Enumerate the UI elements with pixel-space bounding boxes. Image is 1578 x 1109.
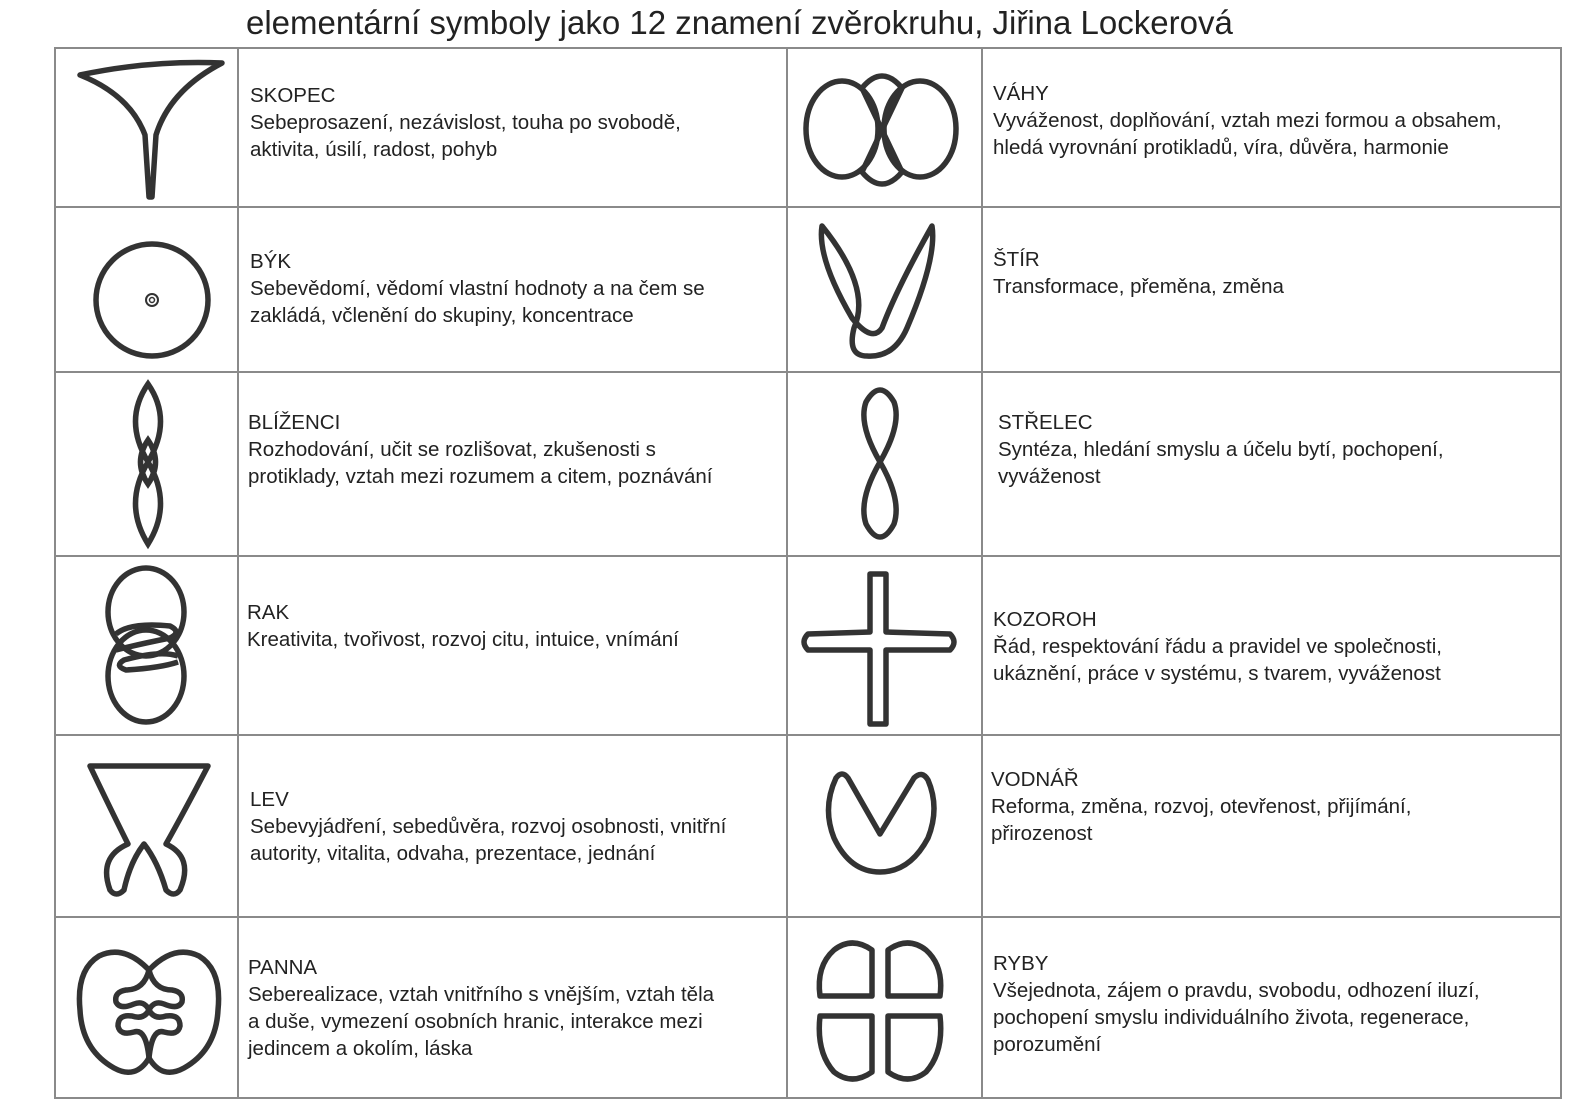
sign-name: KOZOROH (993, 608, 1097, 631)
sign-cell-vodnar (991, 766, 1411, 847)
sign-description-line: Rozhodování, učit se rozlišovat, zkušenosti s (248, 438, 656, 461)
sign-description-line: Vyváženost, doplňování, vztah mezi formou a obsahem, (993, 109, 1502, 132)
sign-description-line: pochopení smyslu individuálního života, regenerace, (993, 1006, 1470, 1029)
sign-description-line: Sebeprosazení, nezávislost, touha po svobodě, (250, 111, 681, 134)
stir-symbol-icon (812, 218, 942, 363)
sign-description-line: ukáznění, práce v systému, s tvarem, vyváženost (993, 662, 1441, 685)
sign-name: VÁHY (993, 82, 1049, 105)
sign-cell-vahy (993, 80, 1502, 161)
sign-description-line: jedincem a okolím, láska (248, 1037, 473, 1060)
column-divider (981, 47, 983, 1099)
sign-cell-ryby (993, 950, 1480, 1058)
sign-name: STŘELEC (998, 411, 1093, 434)
sign-description-line: Sebevyjádření, sebedůvěra, rozvoj osobnosti, vnitřní (250, 815, 727, 838)
column-divider (237, 47, 239, 1099)
sign-description-line: Kreativita, tvořivost, rozvoj citu, intuice, vnímání (247, 628, 679, 651)
sign-cell-strelec (998, 409, 1444, 490)
lev-symbol-icon (84, 762, 214, 902)
sign-cell-blizenci (248, 409, 712, 490)
sign-cell-lev (250, 786, 726, 867)
sign-description-line: Reforma, změna, rozvoj, otevřenost, přijímání, (991, 795, 1412, 818)
sign-description-line: aktivita, úsilí, radost, pohyb (250, 138, 498, 161)
row-divider (54, 555, 1562, 557)
strelec-symbol-icon (856, 384, 904, 546)
sign-description-line: Seberealizace, vztah vnitřního s vnějším, vztah těla (248, 983, 715, 1006)
sign-description-line: Všejednota, zájem o pravdu, svobodu, odhození iluzí, (993, 979, 1480, 1002)
sign-name: BLÍŽENCI (248, 411, 341, 434)
sign-name: VODNÁŘ (991, 768, 1079, 791)
sign-description-line: porozumění (993, 1033, 1102, 1056)
sign-cell-byk (250, 248, 705, 329)
skopec-symbol-icon (70, 55, 230, 205)
column-divider (786, 47, 788, 1099)
rak-symbol-icon (100, 564, 195, 726)
vahy-symbol-icon (800, 74, 965, 196)
sign-description-line: Syntéza, hledání smyslu a účelu bytí, pochopení, (998, 438, 1444, 461)
sign-name: RAK (247, 601, 290, 624)
panna-symbol-icon (74, 940, 224, 1082)
sign-name: PANNA (248, 956, 318, 979)
sign-description-line: přirozenost (991, 822, 1093, 845)
sign-name: LEV (250, 788, 289, 811)
row-divider (54, 916, 1562, 918)
kozoroh-symbol-icon (800, 570, 960, 728)
sign-cell-stir (993, 246, 1284, 300)
sign-description-line: autority, vitalita, odvaha, prezentace, jednání (250, 842, 656, 865)
sign-description-line: zakládá, včlenění do skupiny, koncentrace (250, 304, 634, 327)
row-divider (54, 734, 1562, 736)
sign-name: BÝK (250, 250, 292, 273)
row-divider (54, 371, 1562, 373)
row-divider (54, 206, 1562, 208)
sign-name: RYBY (993, 952, 1049, 975)
sign-name: SKOPEC (250, 84, 336, 107)
sign-description-line: vyváženost (998, 465, 1101, 488)
vodnar-symbol-icon (822, 768, 942, 878)
sign-description-line: Transformace, přeměna, změna (993, 275, 1284, 298)
sign-name: ŠTÍR (993, 248, 1040, 271)
blizenci-symbol-icon (128, 380, 168, 548)
sign-description-line: protiklady, vztah mezi rozumem a citem, poznávání (248, 465, 713, 488)
sign-description-line: Řád, respektování řádu a pravidel ve společnosti, (993, 635, 1442, 658)
sign-cell-skopec (250, 82, 681, 163)
page-title: elementární symboly jako 12 znamení zvěrokruhu, Jiřina Lockerová (246, 4, 1233, 41)
sign-description-line: hledá vyrovnání protikladů, víra, důvěra, harmonie (993, 136, 1449, 159)
sign-cell-panna (248, 954, 714, 1062)
sign-cell-kozoroh (993, 606, 1442, 687)
sign-description-line: Sebevědomí, vědomí vlastní hodnoty a na čem se (250, 277, 705, 300)
sign-cell-rak (247, 599, 679, 653)
sign-description-line: a duše, vymezení osobních hranic, interakce mezi (248, 1010, 703, 1033)
byk-symbol-icon (90, 238, 214, 362)
ryby-symbol-icon (812, 936, 948, 1086)
